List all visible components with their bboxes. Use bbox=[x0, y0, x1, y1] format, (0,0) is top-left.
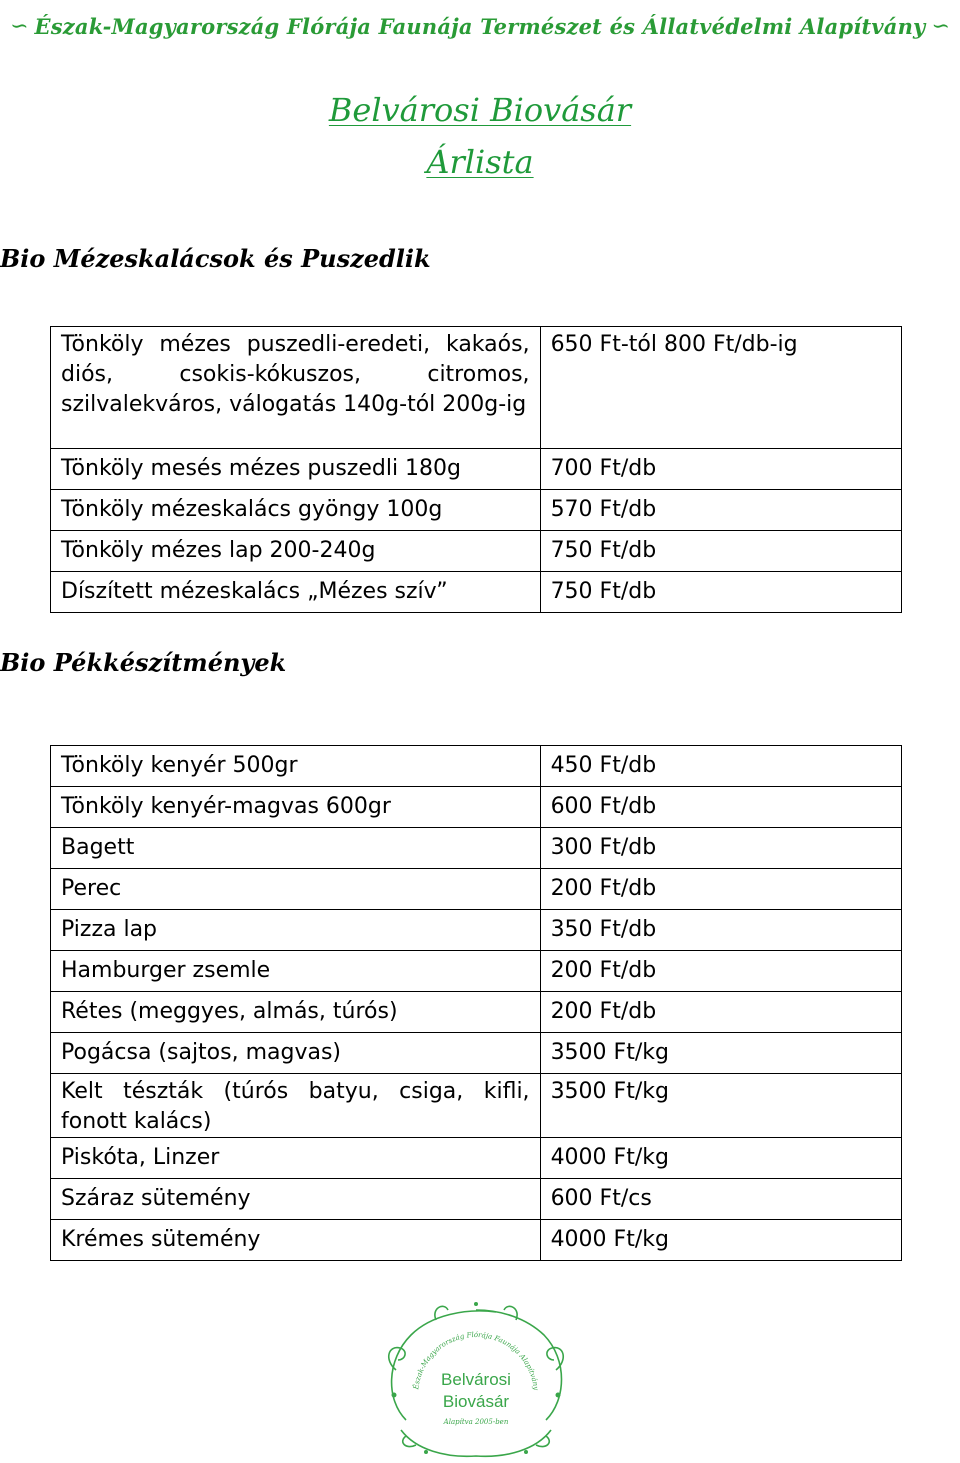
product-price: 600 Ft/cs bbox=[540, 1179, 901, 1220]
product-name: Pizza lap bbox=[51, 910, 541, 951]
logo-founded-text: Alapítva 2005-ben bbox=[443, 1418, 509, 1426]
title-price-list: Árlista bbox=[426, 143, 534, 181]
product-name: Tönköly mézes puszedli-eredeti, kakaós, diós, csokis-kókuszos, citromos, szilvalekváros, válogatás 140g-tól 200g-ig bbox=[51, 327, 541, 449]
product-name: Díszített mézeskalács „Mézes szív” bbox=[51, 572, 541, 613]
product-name: Pogácsa (sajtos, magvas) bbox=[51, 1033, 541, 1074]
table-row bbox=[51, 449, 902, 490]
product-price: 3500 Ft/kg bbox=[540, 1074, 901, 1138]
product-name: Bagett bbox=[51, 828, 541, 869]
table-row bbox=[51, 828, 902, 869]
product-name: Tönköly mézes lap 200-240g bbox=[51, 531, 541, 572]
section-heading-honey-cakes: Bio Mézeskalácsok és Puszedlik bbox=[0, 244, 431, 273]
product-price: 750 Ft/db bbox=[540, 531, 901, 572]
product-price: 200 Ft/db bbox=[540, 951, 901, 992]
page-title bbox=[0, 84, 960, 188]
bakery-price-table bbox=[50, 745, 902, 1261]
product-name: Tönköly mesés mézes puszedli 180g bbox=[51, 449, 541, 490]
section-heading-bakery: Bio Pékkészítmények bbox=[0, 648, 287, 677]
product-price: 4000 Ft/kg bbox=[540, 1220, 901, 1261]
product-price: 350 Ft/db bbox=[540, 910, 901, 951]
logo-name-line1: Belvárosi bbox=[441, 1370, 511, 1389]
table-row bbox=[51, 746, 902, 787]
product-name: Hamburger zsemle bbox=[51, 951, 541, 992]
table-row bbox=[51, 910, 902, 951]
table-row bbox=[51, 1138, 902, 1179]
product-name: Kelt tészták (túrós batyu, csiga, kifli, fonott kalács) bbox=[51, 1074, 541, 1138]
product-price: 4000 Ft/kg bbox=[540, 1138, 901, 1179]
product-price: 570 Ft/db bbox=[540, 490, 901, 531]
table-row bbox=[51, 951, 902, 992]
product-name: Száraz sütemény bbox=[51, 1179, 541, 1220]
table-row bbox=[51, 869, 902, 910]
table-row bbox=[51, 787, 902, 828]
product-price: 450 Ft/db bbox=[540, 746, 901, 787]
product-name: Krémes sütemény bbox=[51, 1220, 541, 1261]
product-price: 300 Ft/db bbox=[540, 828, 901, 869]
product-price: 3500 Ft/kg bbox=[540, 1033, 901, 1074]
biovasar-logo bbox=[376, 1300, 576, 1460]
product-price: 650 Ft-tól 800 Ft/db-ig bbox=[540, 327, 901, 449]
table-row bbox=[51, 1179, 902, 1220]
product-price: 700 Ft/db bbox=[540, 449, 901, 490]
title-market-name: Belvárosi Biovásár bbox=[328, 91, 632, 129]
foundation-banner-text: Észak-Magyarország Flórája Faunája Természet és Állatvédelmi Alapítvány bbox=[34, 13, 926, 39]
product-price: 750 Ft/db bbox=[540, 572, 901, 613]
product-name: Rétes (meggyes, almás, túrós) bbox=[51, 992, 541, 1033]
honey-cakes-price-table bbox=[50, 326, 902, 613]
product-name: Tönköly kenyér-magvas 600gr bbox=[51, 787, 541, 828]
product-name: Tönköly kenyér 500gr bbox=[51, 746, 541, 787]
product-price: 200 Ft/db bbox=[540, 992, 901, 1033]
logo-name-line2: Biovásár bbox=[442, 1392, 510, 1411]
product-price: 600 Ft/db bbox=[540, 787, 901, 828]
product-name: Tönköly mézeskalács gyöngy 100g bbox=[51, 490, 541, 531]
product-name: Perec bbox=[51, 869, 541, 910]
table-row bbox=[51, 327, 902, 449]
table-row bbox=[51, 490, 902, 531]
product-price: 200 Ft/db bbox=[540, 869, 901, 910]
table-row bbox=[51, 531, 902, 572]
logo-ring-text-path: Észak-Magyarország Flórája Faunája Alapítvány bbox=[412, 1330, 540, 1391]
table-row bbox=[51, 1220, 902, 1261]
table-row bbox=[51, 992, 902, 1033]
table-row bbox=[51, 1033, 902, 1074]
header-banner bbox=[0, 6, 960, 46]
ornament-left-icon: ∽ bbox=[10, 13, 29, 39]
table-row bbox=[51, 1074, 902, 1138]
ornament-right-icon: ∽ bbox=[931, 13, 950, 39]
product-name: Piskóta, Linzer bbox=[51, 1138, 541, 1179]
table-row bbox=[51, 572, 902, 613]
